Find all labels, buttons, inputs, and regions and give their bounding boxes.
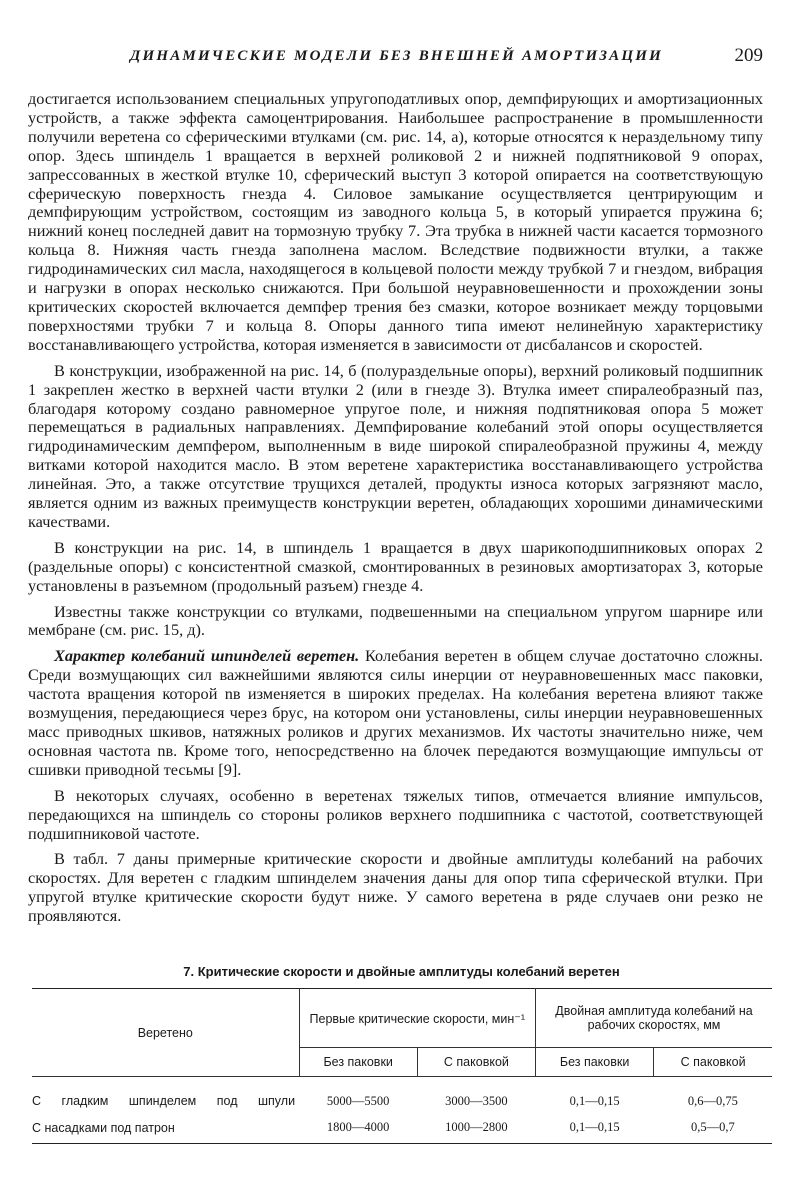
row-name: С гладким шпинделем под шпули [32, 1094, 296, 1108]
paragraph: достигается использованием специальных упругоподатливых опор, демпфирующих и амортизационных устройств, а также эффекта самоцентрирования. Наибольшее распространение в промышленности получили веретена со сферическими втулками (см. рис. 14, а), которые относятся к нераздельному типу опор. Здесь шпиндель 1 вращается в верхней роликовой 2 и нижней подпятниковой 9 опорах, запрессованных в жесткой втулке 10, сферический выступ 3 которой опирается на соответствующую сферическую поверхность гнезда 4. Силовое замыкание осуществляется центрирующим и демпфирующим устройством, состоящим из заводного кольца 5, в который упирается пружина 6; нижний конец последней давит на тормозную трубку 7. Эта трубка в нижней части касается тормозного кольца 8. Нижняя часть гнезда заполнена маслом. Вследствие подвижности втулки, а также гидродинамических сил масла, находящегося в кольцевой полости между трубкой 7 и гнездом, вибрация и нагрузки в опорах несколько снижаются. При большой неуравновешенности и прохождении зоны критических скоростей включается демпфер трения без смазки, которое возникает между торцовыми поверхностями трубки 7 и кольца 8. Опоры данного типа имеют нелинейную характеристику восстанавливающего устройства, которая изменяется в зависимости от дисбалансов и скоростей. [28, 89, 763, 354]
running-title: ДИНАМИЧЕСКИЕ МОДЕЛИ БЕЗ ВНЕШНЕЙ АМОРТИЗАЦИИ [130, 48, 663, 64]
paragraph: В конструкции на рис. 14, в шпиндель 1 вращается в двух шарикоподшипниковых опорах 2 (раздельные опоры) с консистентной смазкой, смонтированных в резиновых амортизаторах 3, которые установлены в разъемном (продольный разъем) гнезде 4. [28, 537, 763, 595]
cell: 1000—2800 [417, 1113, 535, 1143]
header-spindle: Веретено [32, 989, 299, 1077]
paragraph: В табл. 7 даны примерные критические скорости и двойные амплитуды колебаний на рабочих скоростях. Для веретен с гладким шпинделем значения даны для опор типа сферической втулки. При упругой втулке критические скорости будут ниже. У самого веретена в ряде случаев они резко не проявляются. [28, 849, 763, 926]
cell: 5000—5500 [326, 1093, 390, 1108]
paragraph-text: Колебания веретен в общем случае достаточно сложны. Среди возмущающих сил важнейшими являются силы инерции от неуравновешенных масс паковки, частота вращения которой nв изменяется в широких пределах. На колебания веретена влияют также возмущения, передающиеся через брус, на котором они установлены, силы инерции неуравновешенных масс приводных шкивов, натяжных роликов и других механизмов. Их частоты значительно ниже, чем основная частота nв. Кроме того, непосредственно на блочек передаются возмущающие импульсы от сшивки приводной тесьмы [9]. [28, 646, 764, 779]
running-head [30, 45, 763, 74]
header-amp-with: С паковкой [654, 1048, 772, 1077]
cell: 0,5—0,7 [654, 1113, 772, 1143]
table-row [32, 1113, 772, 1143]
header-crit-with: С паковкой [417, 1048, 535, 1077]
cell: 3000—3500 [445, 1093, 508, 1108]
cell: 0,1—0,15 [536, 1113, 654, 1143]
paragraph: В некоторых случаях, особенно в веретенах тяжелых типов, отмечается влияние импульсов, передающихся на шпиндель со стороны роликов верхнего подшипника с частотой, соответствующей подшипниковой частоте. [28, 785, 763, 843]
body-text [28, 90, 763, 933]
header-double-amplitude: Двойная амплитуда колебаний на рабочих скоростях, мм [536, 989, 773, 1048]
header-crit-without: Без паковки [299, 1048, 417, 1077]
table-caption: 7. Критические скорости и двойные амплитуды колебаний веретен [183, 964, 620, 979]
paragraph [28, 647, 763, 779]
cell: 0,6—0,75 [687, 1093, 738, 1108]
run-in-heading: Характер колебаний шпинделей веретен. [54, 646, 360, 666]
header-critical-speeds: Первые критические скорости, мин⁻¹ [299, 989, 535, 1048]
row-name: С насадками под патрон [32, 1113, 299, 1143]
data-table [32, 988, 772, 1144]
paragraph: Известны также конструкции со втулками, подвешенными на специальном упругом шарнире или мембране (см. рис. 15, д). [28, 601, 763, 640]
table-row [32, 1077, 772, 1114]
cell: 0,1—0,15 [569, 1093, 620, 1108]
cell: 1800—4000 [299, 1113, 417, 1143]
paragraph: В конструкции, изображенной на рис. 14, б (полураздельные опоры), верхний роликовый подшипник 1 закреплен жестко в верхней части втулки 2 (или в гнезде 3). Втулка имеет спиралеобразный паз, благодаря которому создано равномерное упругое поле, и нижняя подпятниковая опора 5 может перемещаться в радиальных направлениях. Демпфирование колебаний этой опоры осуществляется гидродинамическим демпфером, выполненным в виде широкой спиралеобразной пружины 4, между витками которой находится масло. В этом веретене характеристика восстанавливающего устройства линейная. Это, а также отсутствие трущихся деталей, продукты износа которых загрязняют масло, является одним из важных преимуществ конструкции веретен, обладающих хорошими динамическими качествами. [28, 360, 763, 531]
page-number: 209 [734, 45, 763, 66]
header-amp-without: Без паковки [536, 1048, 654, 1077]
